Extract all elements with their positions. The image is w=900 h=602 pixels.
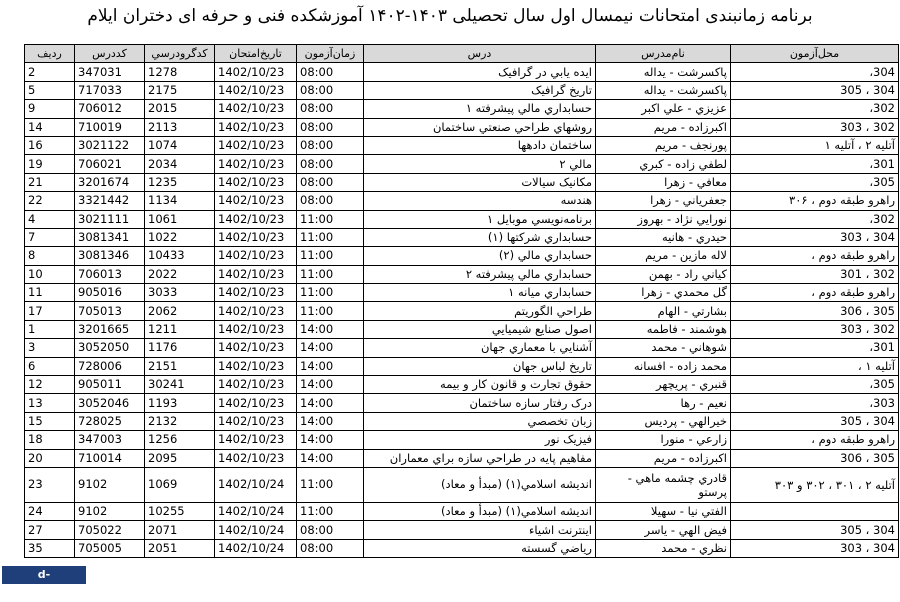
cell-course-code: 905016 [75,284,145,302]
cell-group-code: 1278 [145,63,215,81]
header-location: محل‌آزمون [731,45,899,63]
cell-exam-date: 1402/10/23 [215,192,297,210]
table-row [25,81,899,99]
cell-course-code: 9102 [75,502,145,520]
cell-course-code: 3021111 [75,210,145,228]
cell-group-code: 2051 [145,539,215,557]
cell-exam-date: 1402/10/23 [215,376,297,394]
cell-location: 304، [731,63,899,81]
cell-course: هندسه [364,192,596,210]
table-row [25,302,899,320]
cell-row-no: 1 [25,320,75,338]
cell-location: 302، [731,210,899,228]
header-teacher: نام‌مدرس [596,45,731,63]
cell-exam-date: 1402/10/23 [215,320,297,338]
cell-course: مفاهيم پايه در طراحي سازه براي معماران [364,449,596,467]
header-group-code: كدگرودرسي [145,45,215,63]
cell-course: حسابداري مالي پيشرفته ۱ [364,100,596,118]
cell-teacher: نعيم - رها [596,394,731,412]
cell-location: راهرو طبقه دوم ، [731,431,899,449]
cell-row-no: 6 [25,357,75,375]
cell-course: زبان تخصصي [364,412,596,430]
cell-location: 305، [731,173,899,191]
cell-location: 305 ، 306 [731,302,899,320]
cell-teacher: خيرالهي - پرديس [596,412,731,430]
cell-course: آشنايي با معماري جهان [364,339,596,357]
site-logo: d-ilam.tvu.ac.ir [2,568,86,599]
cell-exam-time: 14:00 [297,412,364,430]
cell-group-code: 2015 [145,100,215,118]
exam-schedule-table [24,44,899,558]
table-header-row [25,45,899,63]
cell-exam-time: 11:00 [297,284,364,302]
cell-group-code: 1134 [145,192,215,210]
cell-location: 302 ، 303 [731,320,899,338]
cell-course: حسابداري شركتها (۱) [364,228,596,246]
table-row [25,357,899,375]
cell-group-code: 1061 [145,210,215,228]
cell-teacher: پاكسرشت - يداله [596,81,731,99]
cell-exam-time: 08:00 [297,136,364,154]
cell-exam-time: 14:00 [297,357,364,375]
cell-row-no: 27 [25,521,75,539]
header-row-no: رديف [25,45,75,63]
cell-exam-date: 1402/10/23 [215,339,297,357]
cell-teacher: اكبرزاده - مريم [596,118,731,136]
cell-teacher: معافي - زهرا [596,173,731,191]
cell-location: 304 ، 305 [731,521,899,539]
cell-course-code: 706012 [75,100,145,118]
cell-exam-time: 08:00 [297,81,364,99]
cell-teacher: نورايي نژاد - بهروز [596,210,731,228]
cell-exam-date: 1402/10/24 [215,521,297,539]
header-exam-time: زمان‌آزمون [297,45,364,63]
table-row [25,118,899,136]
cell-group-code: 30241 [145,376,215,394]
cell-location: 302، [731,100,899,118]
cell-location: آتليه ۲ ، آتليه ۱ [731,136,899,154]
cell-exam-time: 14:00 [297,431,364,449]
cell-row-no: 3 [25,339,75,357]
table-row [25,192,899,210]
cell-location: راهرو طبقه دوم ، ۳۰۶ [731,192,899,210]
table-row [25,284,899,302]
cell-course: حسابداري مالي پيشرفته ۲ [364,265,596,283]
cell-teacher: كياني راد - بهمن [596,265,731,283]
cell-course-code: 347003 [75,431,145,449]
cell-group-code: 2034 [145,155,215,173]
cell-group-code: 1235 [145,173,215,191]
cell-course-code: 706021 [75,155,145,173]
cell-location: آتليه ۱ ، [731,357,899,375]
cell-teacher: پاكسرشت - يداله [596,63,731,81]
cell-exam-date: 1402/10/24 [215,539,297,557]
cell-teacher: فيض الهي - ياسر [596,521,731,539]
cell-exam-date: 1402/10/23 [215,136,297,154]
cell-course-code: 905011 [75,376,145,394]
cell-exam-date: 1402/10/23 [215,449,297,467]
cell-course-code: 3081346 [75,247,145,265]
table-row [25,412,899,430]
cell-exam-date: 1402/10/23 [215,210,297,228]
cell-exam-time: 11:00 [297,210,364,228]
cell-teacher: نظري - محمد [596,539,731,557]
cell-location: 302 ، 303 [731,118,899,136]
page-title: برنامه زمانبندی امتحانات نیمسال اول سال تحصیلی ۱۴۰۳-۱۴۰۲ آموزشکده فنی و حرفه ای دختران ایلام [87,6,813,26]
cell-location: 304 ، 303 [731,539,899,557]
cell-row-no: 4 [25,210,75,228]
cell-row-no: 15 [25,412,75,430]
cell-teacher: قنبري - پريچهر [596,376,731,394]
cell-row-no: 13 [25,394,75,412]
cell-teacher: قادري چشمه ماهي - پرستو [596,467,731,502]
cell-row-no: 8 [25,247,75,265]
cell-course: اصول صنايع شيميايي [364,320,596,338]
cell-course: تاريخ لباس جهان [364,357,596,375]
cell-row-no: 7 [25,228,75,246]
table-row [25,376,899,394]
table-row [25,173,899,191]
cell-course-code: 710019 [75,118,145,136]
cell-exam-date: 1402/10/23 [215,357,297,375]
cell-row-no: 12 [25,376,75,394]
cell-course: فيزيک نور [364,431,596,449]
cell-row-no: 23 [25,467,75,502]
table-row [25,521,899,539]
cell-course-code: 3201674 [75,173,145,191]
cell-exam-date: 1402/10/23 [215,81,297,99]
cell-group-code: 2062 [145,302,215,320]
cell-exam-date: 1402/10/23 [215,247,297,265]
cell-group-code: 2071 [145,521,215,539]
cell-course-code: 9102 [75,467,145,502]
table-row [25,63,899,81]
cell-location: 303، [731,394,899,412]
cell-course-code: 710014 [75,449,145,467]
cell-exam-date: 1402/10/23 [215,302,297,320]
cell-group-code: 1256 [145,431,215,449]
cell-exam-time: 11:00 [297,467,364,502]
cell-location: 305 ، 306 [731,449,899,467]
cell-exam-time: 14:00 [297,394,364,412]
cell-location: آتليه ۲ ، ۳۰۱ ، ۳۰۲ و ۳۰۳ [731,467,899,502]
cell-location: 304 ، 303 [731,228,899,246]
cell-course-code: 347031 [75,63,145,81]
cell-row-no: 18 [25,431,75,449]
table-row [25,431,899,449]
cell-exam-time: 11:00 [297,265,364,283]
cell-teacher: لطفي زاده - كبري [596,155,731,173]
header-course-code: كددرس [75,45,145,63]
cell-course: مالي ۲ [364,155,596,173]
table-row [25,155,899,173]
table-row [25,247,899,265]
cell-row-no: 10 [25,265,75,283]
cell-exam-date: 1402/10/23 [215,155,297,173]
cell-teacher: بشارتي - الهام [596,302,731,320]
cell-exam-date: 1402/10/23 [215,265,297,283]
cell-course: مكانيک سيالات [364,173,596,191]
cell-location [731,502,899,520]
cell-teacher: الفتي نيا - سهيلا [596,502,731,520]
cell-group-code: 2095 [145,449,215,467]
cell-row-no: 2 [25,63,75,81]
cell-teacher: پورنجف - مريم [596,136,731,154]
cell-exam-time: 14:00 [297,320,364,338]
cell-exam-date: 1402/10/23 [215,63,297,81]
cell-course-code: 728006 [75,357,145,375]
cell-row-no: 14 [25,118,75,136]
cell-group-code: 1069 [145,467,215,502]
cell-group-code: 10255 [145,502,215,520]
cell-group-code: 2175 [145,81,215,99]
table-row [25,228,899,246]
cell-exam-date: 1402/10/23 [215,431,297,449]
cell-location: راهرو طبقه دوم ، [731,284,899,302]
cell-group-code: 3033 [145,284,215,302]
cell-course: انديشه اسلامي(۱) (مبدأ و معاد) [364,467,596,502]
cell-course: حقوق تجارت و قانون كار و بيمه [364,376,596,394]
cell-group-code: 1074 [145,136,215,154]
cell-teacher: زارعي - منورا [596,431,731,449]
cell-row-no: 24 [25,502,75,520]
cell-teacher: جعفرياني - زهرا [596,192,731,210]
cell-group-code: 10433 [145,247,215,265]
header-course: درس [364,45,596,63]
cell-course: طراحي الگوريتم [364,302,596,320]
cell-course-code: 705022 [75,521,145,539]
cell-exam-date: 1402/10/23 [215,173,297,191]
cell-location: 302 ، 301 [731,265,899,283]
cell-group-code: 2113 [145,118,215,136]
cell-exam-date: 1402/10/24 [215,502,297,520]
table-row [25,100,899,118]
cell-row-no: 35 [25,539,75,557]
cell-location: 301، [731,339,899,357]
cell-group-code: 1022 [145,228,215,246]
table-row [25,339,899,357]
table-row [25,136,899,154]
cell-location: 305، [731,376,899,394]
cell-row-no: 19 [25,155,75,173]
table-row [25,320,899,338]
cell-exam-time: 08:00 [297,192,364,210]
cell-location: 304 ، 305 [731,81,899,99]
cell-exam-date: 1402/10/23 [215,118,297,136]
cell-course: ساختمان دادهها [364,136,596,154]
table-row [25,394,899,412]
cell-exam-time: 08:00 [297,100,364,118]
cell-course: انديشه اسلامي(۱) (مبدأ و معاد) [364,502,596,520]
cell-course: حسابداري ميانه ۱ [364,284,596,302]
cell-row-no: 5 [25,81,75,99]
cell-course-code: 3052046 [75,394,145,412]
cell-row-no: 17 [25,302,75,320]
cell-exam-time: 08:00 [297,539,364,557]
cell-location: 301، [731,155,899,173]
cell-teacher: گل محمدي - زهرا [596,284,731,302]
cell-teacher: هوشمند - فاطمه [596,320,731,338]
cell-exam-date: 1402/10/24 [215,467,297,502]
cell-exam-time: 08:00 [297,63,364,81]
cell-exam-time: 08:00 [297,155,364,173]
cell-teacher: لاله مازين - مريم [596,247,731,265]
cell-row-no: 9 [25,100,75,118]
cell-exam-date: 1402/10/23 [215,100,297,118]
cell-row-no: 20 [25,449,75,467]
cell-exam-time: 14:00 [297,339,364,357]
cell-exam-date: 1402/10/23 [215,412,297,430]
table-row [25,449,899,467]
table-row [25,539,899,557]
table-row [25,265,899,283]
cell-course: روشهاي طراحي صنعتي ساختمان [364,118,596,136]
cell-exam-time: 08:00 [297,118,364,136]
cell-exam-time: 08:00 [297,173,364,191]
cell-teacher: اكبرزاده - مريم [596,449,731,467]
header-exam-date: تاريخ‌امتحان [215,45,297,63]
table-row [25,467,899,502]
cell-group-code: 2151 [145,357,215,375]
cell-course-code: 3021122 [75,136,145,154]
cell-group-code: 1211 [145,320,215,338]
cell-location: 304 ، 305 [731,412,899,430]
cell-course-code: 728025 [75,412,145,430]
cell-exam-time: 11:00 [297,302,364,320]
cell-exam-time: 08:00 [297,521,364,539]
cell-exam-time: 11:00 [297,228,364,246]
cell-group-code: 2132 [145,412,215,430]
cell-course-code: 3201665 [75,320,145,338]
cell-group-code: 1193 [145,394,215,412]
cell-course-code: 3081341 [75,228,145,246]
cell-course-code: 705013 [75,302,145,320]
table-row [25,210,899,228]
cell-course-code: 706013 [75,265,145,283]
cell-course-code: 3052050 [75,339,145,357]
cell-course-code: 3321442 [75,192,145,210]
cell-course-code: 717033 [75,81,145,99]
cell-teacher: عزيزي - علي اكبر [596,100,731,118]
cell-exam-time: 11:00 [297,502,364,520]
cell-exam-date: 1402/10/23 [215,284,297,302]
cell-course: تاريخ گرافيک [364,81,596,99]
cell-exam-time: 14:00 [297,376,364,394]
cell-course: درک رفتار سازه ساختمان [364,394,596,412]
cell-teacher: حيدري - هانيه [596,228,731,246]
cell-exam-date: 1402/10/23 [215,228,297,246]
cell-location: راهرو طبقه دوم ، [731,247,899,265]
cell-exam-time: 11:00 [297,247,364,265]
cell-course: اينترنت اشياء [364,521,596,539]
cell-course: برنامەنويسي موبايل ۱ [364,210,596,228]
cell-exam-time: 14:00 [297,449,364,467]
cell-row-no: 16 [25,136,75,154]
cell-exam-date: 1402/10/23 [215,394,297,412]
cell-group-code: 2022 [145,265,215,283]
cell-course-code: 705005 [75,539,145,557]
cell-teacher: شوهاني - محمد [596,339,731,357]
cell-course: ايده يابي در گرافيک [364,63,596,81]
table-row [25,502,899,520]
cell-row-no: 21 [25,173,75,191]
cell-course: رياضي گسسته [364,539,596,557]
cell-row-no: 11 [25,284,75,302]
cell-group-code: 1176 [145,339,215,357]
cell-teacher: محمد زاده - افسانه [596,357,731,375]
cell-course: حسابداري مالي (۲) [364,247,596,265]
cell-row-no: 22 [25,192,75,210]
